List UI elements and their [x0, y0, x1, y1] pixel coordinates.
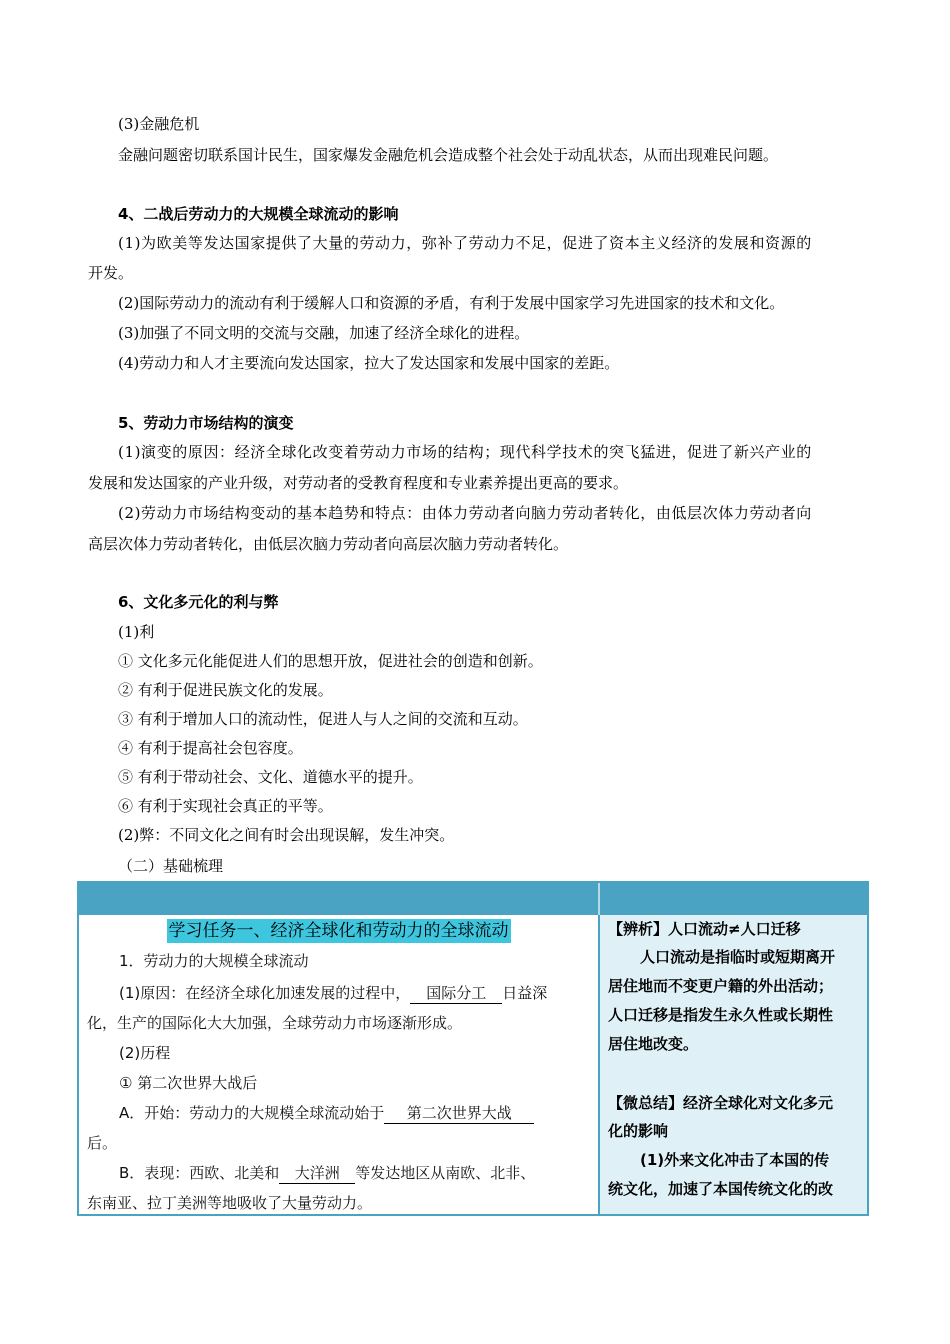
item-1-title: 1．劳动力的大规模全球流动	[119, 952, 309, 970]
start-answer-blank: 第二次世界大战	[384, 1103, 534, 1124]
summary-title-line-1: 【微总结】经济全球化对文化多元	[608, 1094, 834, 1112]
section-6-pro-item: ③ 有利于增加人口的流动性，促进人与人之间的交流和互动。	[118, 710, 528, 728]
cause-answer-blank: 国际分工	[410, 983, 502, 1004]
summary-line: 统文化，加速了本国传统文化的改	[608, 1180, 834, 1198]
cause-line-2: 化，生产的国际化大大加强，全球劳动力市场逐渐形成。	[87, 1014, 463, 1032]
section-5-p2b: 高层次体力劳动者转化，由低层次脑力劳动者向高层次脑力劳动者转化。	[88, 535, 569, 553]
section-4-p1b: 开发。	[88, 264, 134, 282]
section-6-heading: 6、文化多元化的利与弊	[118, 593, 279, 611]
analysis-line: 人口流动是指临时或短期离开	[640, 948, 836, 966]
analysis-line: 居住地改变。	[608, 1035, 699, 1053]
start-line-1	[119, 1103, 534, 1124]
subsection-title: （二）基础梳理	[118, 857, 224, 875]
analysis-title: 【辨析】人口流动≠人口迁移	[608, 920, 801, 938]
analysis-line: 人口迁移是指发生永久性或长期性	[608, 1006, 834, 1024]
after-ww2-title: ① 第二次世界大战后	[119, 1074, 258, 1092]
performance-line-2: 东南亚、拉丁美洲等地吸收了大量劳动力。	[87, 1194, 373, 1212]
section-6-pro-item: ④ 有利于提高社会包容度。	[118, 739, 303, 757]
history-title: (2)历程	[119, 1044, 171, 1062]
table-header-bar	[79, 883, 867, 915]
section-6-pro-item: ② 有利于促进民族文化的发展。	[118, 681, 333, 699]
section-4-p4: (4)劳动力和人才主要流向发达国家，拉大了发达国家和发展中国家的差距。	[118, 354, 620, 372]
section-4-p3: (3)加强了不同文明的交流与交融，加速了经济全球化的进程。	[118, 324, 530, 342]
start-line-2: 后。	[87, 1134, 118, 1152]
section-4-p2: (2)国际劳动力的流动有利于缓解人口和资源的矛盾，有利于发展中国家学习先进国家的技术和文化。	[118, 294, 785, 312]
task-title: 学习任务一、经济全球化和劳动力的全球流动	[168, 921, 509, 941]
performance-suffix: 等发达地区从南欧、北非、	[355, 1164, 536, 1182]
study-task-table	[77, 881, 869, 1216]
table-header-divider	[598, 883, 600, 915]
section-6-cons: (2)弊：不同文化之间有时会出现误解，发生冲突。	[118, 826, 455, 844]
section-6-pro-item: ① 文化多元化能促进人们的思想开放，促进社会的创造和创新。	[118, 652, 543, 670]
performance-answer-blank: 大洋洲	[279, 1163, 355, 1184]
table-left-cell	[79, 915, 598, 1214]
financial-crisis-text: 金融问题密切联系国计民生，国家爆发金融危机会造成整个社会处于动乱状态，从而出现难民问题。	[118, 146, 779, 164]
cause-line-1	[119, 983, 547, 1004]
section-5-p1a: (1)演变的原因：经济全球化改变着劳动力市场的结构；现代科学技术的突飞猛进，促进了新兴产业的	[118, 443, 812, 461]
performance-line-1	[119, 1163, 535, 1184]
section-5-p2a: (2)劳动力市场结构变动的基本趋势和特点：由体力劳动者向脑力劳动者转化，由低层次体力劳动者向	[118, 504, 812, 522]
section-5-p1b: 发展和发达国家的产业升级，对劳动者的受教育程度和专业素养提出更高的要求。	[88, 474, 629, 492]
section-6-pro-item: ⑥ 有利于实现社会真正的平等。	[118, 797, 333, 815]
summary-line: (1)外来文化冲击了本国的传	[640, 1151, 830, 1169]
section-4-p1a: (1)为欧美等发达国家提供了大量的劳动力，弥补了劳动力不足，促进了资本主义经济的发展和资源的	[118, 234, 812, 252]
start-prefix: A．开始：劳动力的大规模全球流动始于	[119, 1104, 385, 1122]
financial-crisis-title: (3)金融危机	[118, 115, 200, 133]
section-4-heading: 4、二战后劳动力的大规模全球流动的影响	[118, 205, 399, 223]
section-6-pro-item: ⑤ 有利于带动社会、文化、道德水平的提升。	[118, 768, 423, 786]
section-5-heading: 5、劳动力市场结构的演变	[118, 414, 294, 432]
summary-title-line-2: 化的影响	[608, 1122, 669, 1140]
cause-prefix: (1)原因：在经济全球化加速发展的过程中，	[119, 984, 411, 1002]
cause-suffix: 日益深	[502, 984, 548, 1002]
analysis-line: 居住地而不变更户籍的外出活动；	[608, 977, 834, 995]
performance-prefix: B．表现：西欧、北美和	[119, 1164, 280, 1182]
table-right-cell	[600, 915, 867, 1214]
section-6-pros-title: (1)利	[118, 623, 155, 641]
